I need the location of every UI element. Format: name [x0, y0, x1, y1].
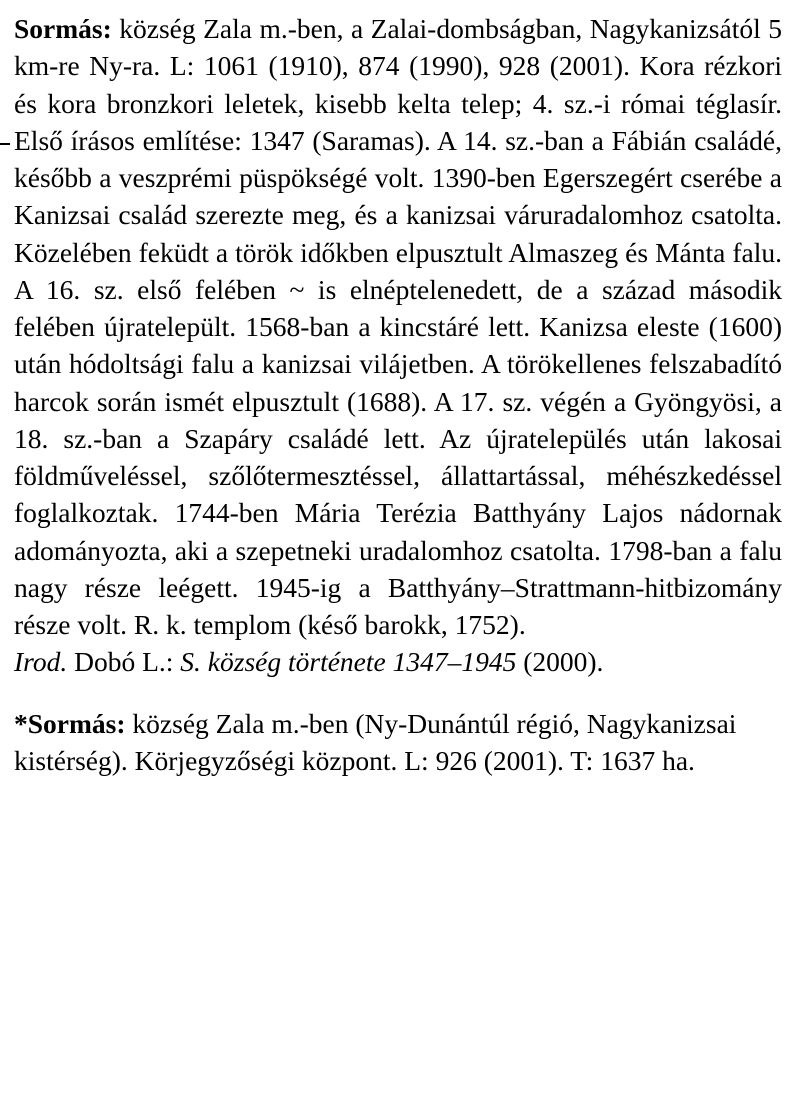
entry-bibliography: [14, 643, 782, 680]
entry-body-text: község Zala m.-ben, a Zalai-dombságban, Nagykanizsától 5 km-re Ny-ra. L: 1061 (1910), 874 (1990), 928 (2001). Kora rézkori és kora bronzkori leletek, kisebb kelta telep; 4. sz.-i római téglasír. Első írásos említése: 1347 (Saramas). A 14. sz.-ban a Fábián családé, később a veszprémi püspökségé volt. 1390-ben Egerszegért cserébe a Kanizsai család szerezte meg, és a kanizsai váruradalomhoz csatolta. Közelében feküdt a török időkben elpusztult Almaszeg és Mánta falu. A 16. sz. első felében ~ is elnéptelenedett, de a század második felében újratelepült. 1568-ban a kincstáré lett. Kanizsa eleste (1600) után hódoltsági falu a kanizsai vilájetben. A törökellenes felszabadító harcok során ismét elpusztult (1688). A 17. sz. végén a Gyöngyösi, a 18. sz.-ban a Szapáry családé lett. Az újratelepülés után lakosai földműveléssel, szőlőtermesztéssel, állattartással, méhészkedéssel foglalkoztak. 1744-ben Mária Terézia Batthyány Lajos nádornak adományozta, aki a szepetneki uradalomhoz csatolta. 1798-ban a falu nagy része leégett. 1945-ig a Batthyány–Strattmann-hitbizomány része volt. R. k. templom (késő barokk, 1752).: [14, 13, 782, 640]
margin-tick-mark: [0, 143, 10, 145]
entry-main-paragraph: [14, 10, 782, 643]
bibliography-author: Dobó L.:: [67, 646, 181, 678]
bibliography-title: S. község története 1347–1945: [180, 646, 517, 678]
entry-headword: Sormás:: [14, 13, 112, 44]
entry-secondary-body-text: község Zala m.-ben (Ny-Dunántúl régió, Nagykanizsai kistérség). Körjegyzőségi központ. L: 926 (2001). T: 1637 ha.: [14, 707, 737, 776]
encyclopedia-entry-main: [14, 10, 782, 681]
encyclopedia-entry-secondary: [14, 705, 782, 780]
entry-secondary-paragraph: [14, 705, 782, 780]
bibliography-year: (2000).: [516, 646, 604, 678]
entry-secondary-headword: *Sormás:: [14, 707, 126, 739]
bibliography-label: Irod.: [14, 646, 68, 678]
